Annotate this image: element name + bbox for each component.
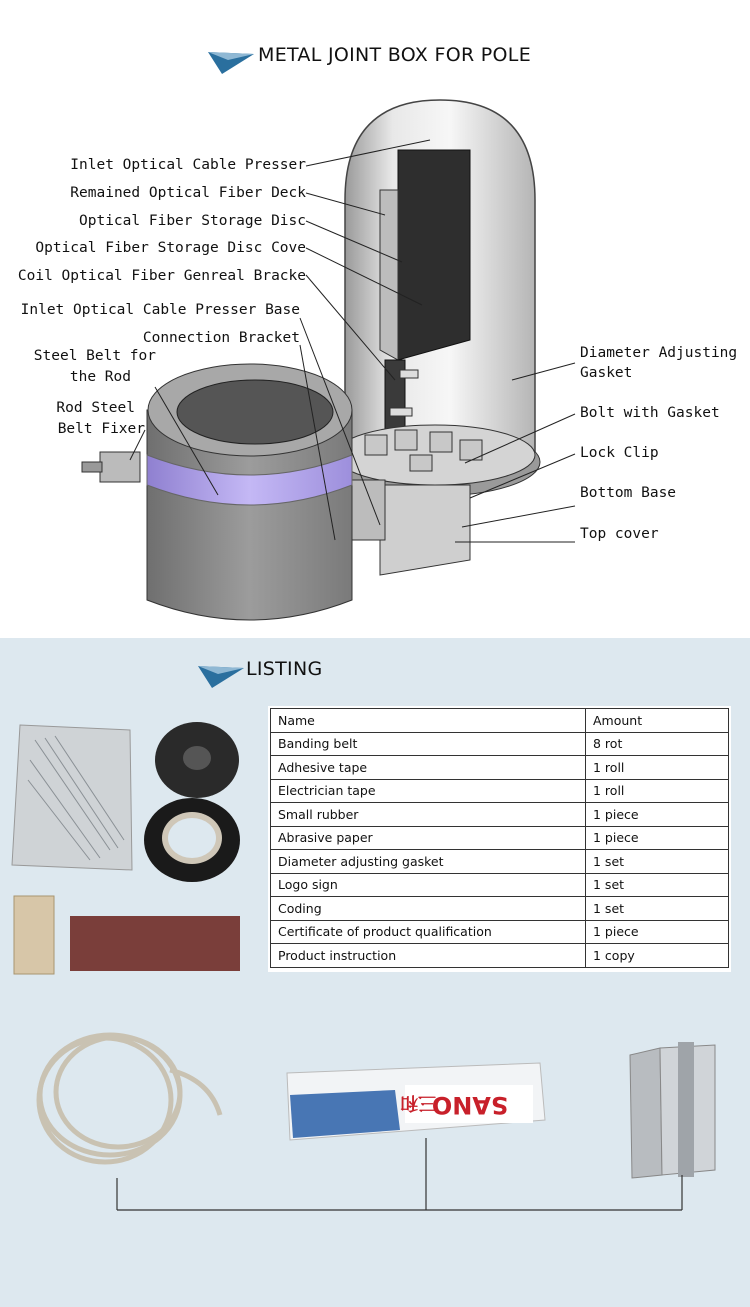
row-name: Abrasive paper — [271, 826, 586, 850]
row-amount: 1 roll — [586, 779, 729, 803]
label-steel-belt-line2: the Rod — [69, 369, 131, 385]
label-rod-steel-line2: Belt Fixer — [57, 421, 145, 437]
label-remained-optical-fiber-deck: Remained Optical Fiber Deck — [70, 185, 306, 201]
header-name: Name — [271, 709, 586, 733]
glue-brand-text-2: 三和 — [400, 1092, 436, 1113]
row-amount: 1 roll — [586, 756, 729, 780]
listing-table — [270, 708, 729, 968]
label-bottom-base: Bottom Base — [580, 485, 677, 501]
label-lock-clip: Lock Clip — [580, 445, 659, 461]
row-amount: 1 piece — [586, 826, 729, 850]
table-row — [271, 850, 729, 874]
row-name: Coding — [271, 897, 586, 921]
row-name: Product instruction — [271, 944, 586, 968]
table-row — [271, 756, 729, 780]
row-name: Logo sign — [271, 873, 586, 897]
row-name: Adhesive tape — [271, 756, 586, 780]
label-diameter-adjusting-line1: Diameter Adjusting — [580, 345, 738, 361]
section-title: METAL JOINT BOX FOR POLE — [258, 44, 531, 66]
row-amount: 1 copy — [586, 944, 729, 968]
header-amount: Amount — [586, 709, 729, 733]
bottom-accessories-illustration — [0, 1000, 750, 1230]
row-amount: 1 set — [586, 850, 729, 874]
row-amount: 1 piece — [586, 803, 729, 827]
table-row — [271, 873, 729, 897]
label-diameter-adjusting-line2: Gasket — [580, 365, 633, 381]
table-row — [271, 944, 729, 968]
accessories-illustration — [0, 700, 260, 990]
table-row — [271, 779, 729, 803]
row-amount: 8 rot — [586, 732, 729, 756]
label-inlet-optical-cable-presser: Inlet Optical Cable Presser — [70, 157, 306, 173]
label-optical-fiber-storage-disc-cove: Optical Fiber Storage Disc Cove — [35, 240, 306, 256]
row-name: Diameter adjusting gasket — [271, 850, 586, 874]
row-name: Electrician tape — [271, 779, 586, 803]
row-amount: 1 piece — [586, 920, 729, 944]
label-inlet-optical-cable-presser-base: Inlet Optical Cable Presser Base — [20, 302, 300, 318]
label-coil-optical-fiber-bracket: Coil Optical Fiber Genreal Bracke — [17, 268, 306, 284]
row-name: Certificate of product qualification — [271, 920, 586, 944]
table-row — [271, 732, 729, 756]
product-diagram-section — [0, 0, 750, 638]
row-name: Small rubber — [271, 803, 586, 827]
listing-title: LISTING — [246, 658, 323, 680]
label-top-cover: Top cover — [580, 526, 659, 542]
row-amount: 1 set — [586, 873, 729, 897]
table-header-row — [271, 709, 729, 733]
glue-brand-text: SANO — [431, 1091, 509, 1119]
table-row — [271, 826, 729, 850]
listing-arrow-icon — [198, 662, 244, 688]
table-row — [271, 803, 729, 827]
label-rod-steel-line1: Rod Steel — [56, 400, 135, 416]
label-optical-fiber-storage-disc: Optical Fiber Storage Disc — [79, 213, 306, 229]
label-steel-belt-line1: Steel Belt for — [33, 348, 156, 364]
table-row — [271, 897, 729, 921]
table-row — [271, 920, 729, 944]
label-connection-bracket: Connection Bracket — [142, 330, 300, 346]
row-amount: 1 set — [586, 897, 729, 921]
row-name: Banding belt — [271, 732, 586, 756]
label-bolt-with-gasket: Bolt with Gasket — [580, 405, 720, 421]
